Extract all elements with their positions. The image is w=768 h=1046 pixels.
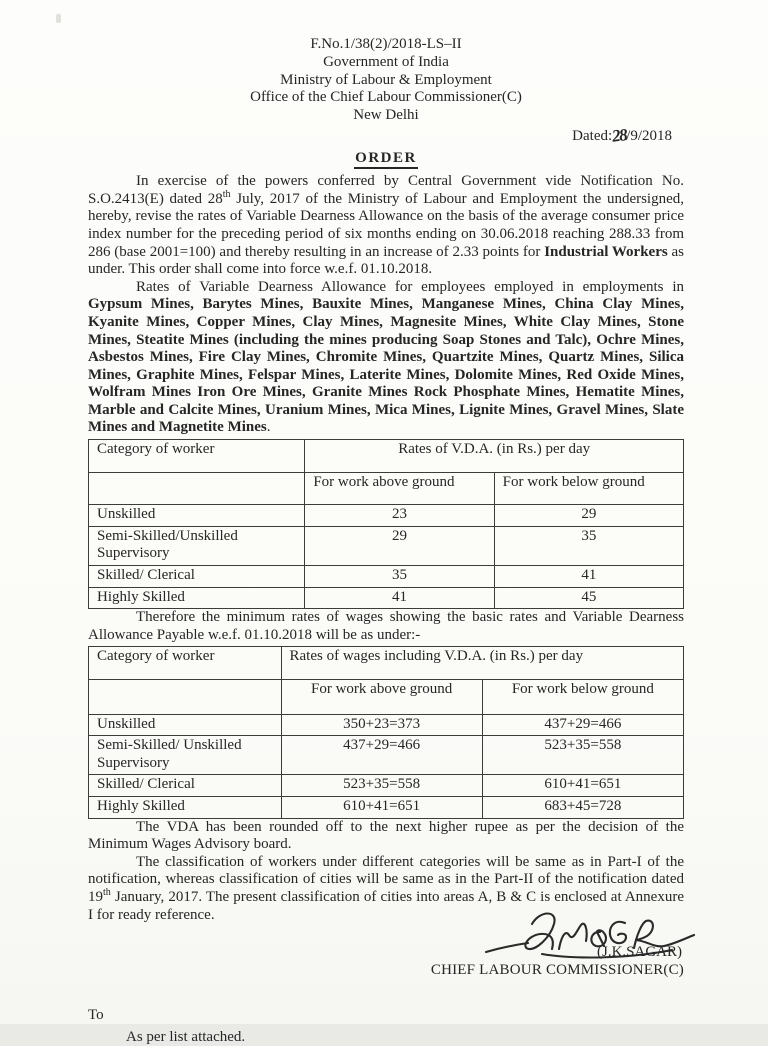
cell-below: 610+41=651: [482, 775, 683, 797]
dated-label: Dated:: [572, 127, 613, 144]
cell-below: 683+45=728: [482, 796, 683, 818]
cell-below: 29: [494, 505, 683, 527]
table-row: [89, 587, 684, 609]
table-row: [89, 566, 684, 588]
cell-above: 523+35=558: [281, 775, 482, 797]
dated-day-handwritten: 28: [611, 125, 628, 146]
cell-below: 45: [494, 587, 683, 609]
cell-above: 29: [305, 526, 494, 565]
table-subheader-row: [89, 680, 684, 715]
table-row: [89, 736, 684, 775]
order-heading: ORDER: [88, 150, 684, 168]
signatory-title: CHIEF LABOUR COMMISSIONER(C): [430, 961, 684, 978]
org-line-office: Office of the Chief Labour Commissioner(C): [250, 89, 522, 106]
cell-above: 35: [305, 566, 494, 588]
cell-above: 437+29=466: [281, 736, 482, 775]
superscript-th: th: [222, 188, 231, 200]
cell-category: Highly Skilled: [89, 587, 305, 609]
letterhead: [88, 36, 684, 125]
signature-block: [88, 944, 684, 1002]
subheader-below-ground: For work below ground: [494, 472, 683, 505]
table-row: [89, 775, 684, 797]
table-row: [89, 714, 684, 736]
cell-category: Skilled/ Clerical: [89, 566, 305, 588]
attachment-note: As per list attached.: [126, 1028, 246, 1045]
org-line-govt: Government of India: [323, 53, 449, 70]
table-header-row: [89, 440, 684, 473]
dated-rest: /9/2018: [626, 127, 672, 144]
table-subheader-row: [89, 472, 684, 505]
cell-category: Highly Skilled: [89, 796, 282, 818]
table-header-row: [89, 647, 684, 680]
org-line-ministry: Ministry of Labour & Employment: [280, 71, 492, 88]
to-label: To: [88, 1007, 104, 1024]
table-row: [89, 796, 684, 818]
cell-above: 41: [305, 587, 494, 609]
cell-above: 610+41=651: [281, 796, 482, 818]
vda-rates-table: [88, 439, 684, 609]
scan-artifact: [56, 14, 61, 23]
subheader-empty: [89, 680, 282, 715]
cell-below: 523+35=558: [482, 736, 683, 775]
cell-above: 350+23=373: [281, 714, 482, 736]
cell-category: Semi-Skilled/ Unskilled Supervisory: [89, 736, 282, 775]
cell-category: Unskilled: [89, 714, 282, 736]
mines-list-bold: Gypsum Mines, Barytes Mines, Bauxite Mines, Manganese Mines, China Clay Mines, Kyanite Mines, Copper Mines, Clay Mines, Magnesite Mines, White Clay Mines, Stone Mines, Steatite Mines (including the mines producing Soap Stones and Talc), Ochre Mines, Asbestos Mines, Fire Clay Mines, Chromite Mines, Quartzite Mines, Quartz Mines, Silica Mines, Graphite Mines, Felspar Mines, Laterite Mines, Dolomite Mines, Red Oxide Mines, Wolfram Mines Iron Ore Mines, Granite Mines Rock Phosphate Mines, Hematite Mines, Marble and Calcite Mines, Uranium Mines, Mica Mines, Lignite Mines, Gravel Mines, Slate Mines and Magnetite Mines: [88, 296, 684, 436]
file-number: F.No.1/38(2)/2018-LS–II: [310, 36, 462, 52]
header-category: Category of worker: [89, 440, 305, 473]
header-wages-span: Rates of wages including V.D.A. (in Rs.) per day: [281, 647, 683, 680]
dated-line: [88, 126, 684, 146]
header-rates-span: Rates of V.D.A. (in Rs.) per day: [305, 440, 684, 473]
paragraph-vda-rounding: The VDA has been rounded off to the next higher rupee as per the decision of the Minimum Wages Advisory board.: [88, 818, 684, 853]
subheader-below-ground: For work below ground: [482, 680, 683, 715]
industrial-workers-bold: Industrial Workers: [544, 243, 668, 260]
header-category: Category of worker: [89, 647, 282, 680]
signatory-name: (J.K.SAGAR): [596, 944, 682, 961]
paragraph-powers: In exercise of the powers conferred by Central Government vide Notification No. S.O.2413(E) dated 28th July, 2017 of the Ministry of Labour and Employment the undersigned, hereby, revise the rates of Variable Dearness Allowance on the basis of the average consumer price index number for the preceding period of six months ending on 30.06.2018 reaching 288.33 from 286 (base 2001=100) and thereby resulting in an increase of 2.33 points for Industrial Workers as under. This order shall come into force w.e.f. 01.10.2018.: [88, 173, 685, 278]
paragraph-mines-list: Rates of Variable Dearness Allowance for employees employed in employments in Gypsum Mines, Barytes Mines, Bauxite Mines, Manganese Mines, China Clay Mines, Kyanite Mines, Copper Mines, Clay Mines, Magnesite Mines, White Clay Mines, Stone Mines, Steatite Mines (including the mines producing Soap Stones and Talc), Ochre Mines, Asbestos Mines, Fire Clay Mines, Chromite Mines, Quartzite Mines, Quartz Mines, Silica Mines, Graphite Mines, Felspar Mines, Laterite Mines, Dolomite Mines, Red Oxide Mines, Wolfram Mines Iron Ore Mines, Granite Mines Rock Phosphate Mines, Hematite Mines, Marble and Calcite Mines, Uranium Mines, Mica Mines, Lignite Mines, Gravel Mines, Slate Mines and Magnetite Mines.: [88, 278, 684, 436]
table-row: [89, 505, 684, 527]
subheader-empty: [89, 472, 305, 505]
subheader-above-ground: For work above ground: [305, 472, 494, 505]
subheader-above-ground: For work above ground: [281, 680, 482, 715]
cell-below: 41: [494, 566, 683, 588]
cell-category: Skilled/ Clerical: [89, 775, 282, 797]
superscript-th: th: [103, 886, 111, 898]
cell-below: 437+29=466: [482, 714, 683, 736]
table-row: [89, 526, 684, 565]
paragraph-therefore: Therefore the minimum rates of wages showing the basic rates and Variable Dearness Allowance Payable w.e.f. 01.10.2018 will be as under:-: [88, 609, 684, 643]
cell-above: 23: [305, 505, 494, 527]
cell-below: 35: [494, 526, 683, 565]
cell-category: Semi-Skilled/Unskilled Supervisory: [89, 526, 305, 565]
paragraph-classification: The classification of workers under different categories will be same as in Part-I of the notification, whereas classification of cities will be same as in the Part-II of the notification dated 19th January, 2017. The present classification of cities into areas A, B & C is enclosed at Annexure I for ready reference.: [88, 853, 684, 923]
org-line-city: New Delhi: [353, 107, 419, 124]
wages-including-vda-table: [88, 646, 684, 818]
cell-category: Unskilled: [89, 505, 305, 527]
